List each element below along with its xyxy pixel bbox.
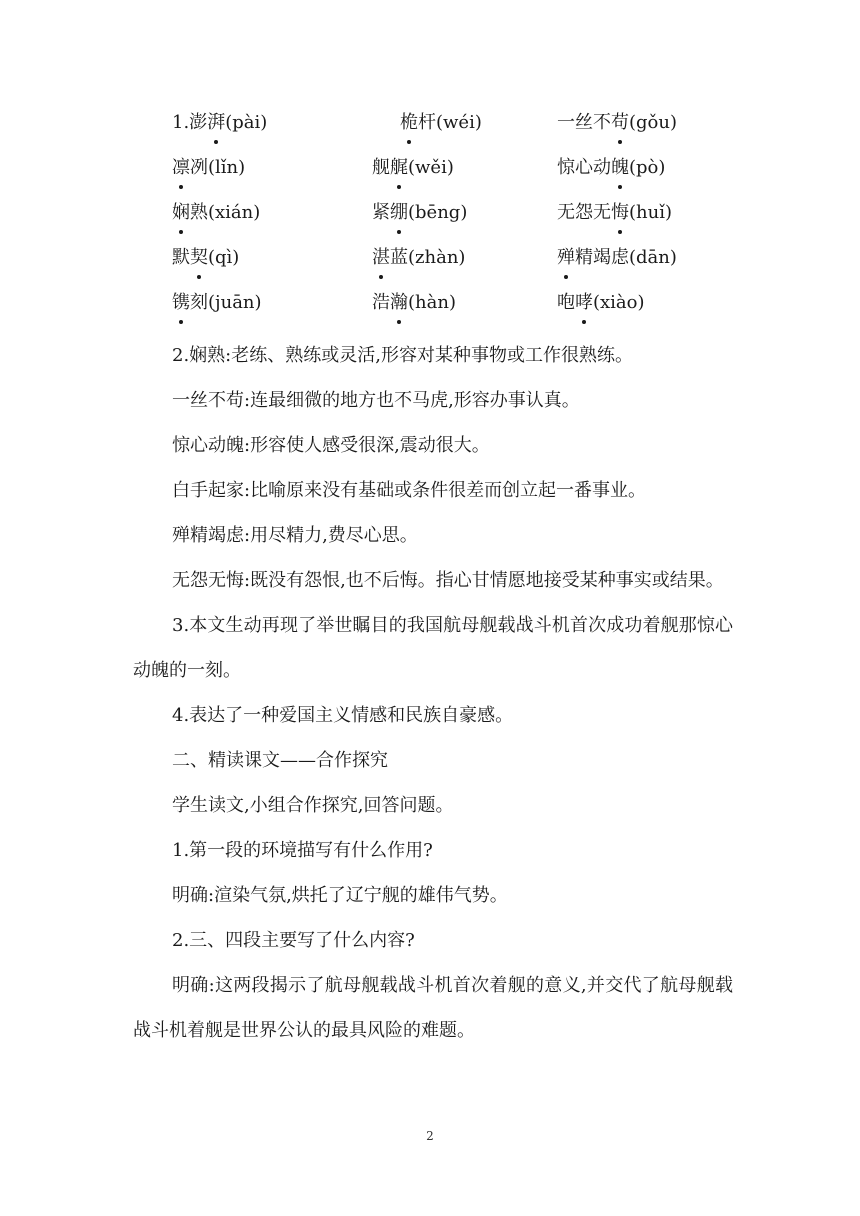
emphasis-dot-char: 桅 <box>400 108 418 138</box>
definition-paragraph: 殚精竭虑:用尽精力,费尽心思。 <box>172 525 418 546</box>
vocab-pinyin-grid <box>172 108 732 333</box>
emphasis-dot-char: 艉 <box>390 153 408 183</box>
emphasis-dot-char: 娴 <box>172 198 190 228</box>
vocab-row <box>172 198 732 243</box>
emphasis-dot-char: 瀚 <box>390 288 408 318</box>
vocab-item: 凛冽(lǐn) <box>172 153 245 183</box>
vocab-item: 无怨无悔(huǐ) <box>557 198 672 228</box>
vocab-item: 湛蓝(zhàn) <box>372 243 465 273</box>
vocab-item: 娴熟(xián) <box>172 198 260 228</box>
answer-paragraph: 明确:渲染气氛,烘托了辽宁舰的雄伟气势。 <box>172 885 508 906</box>
answer-paragraph: 明确:这两段揭示了航母舰载战斗机首次着舰的意义,并交代了航母舰载战斗机着舰是世界公认的最具风险的难题。 <box>133 975 733 1041</box>
vocab-item: 紧绷(bēng) <box>372 198 467 228</box>
vocab-item: 惊心动魄(pò) <box>557 153 665 183</box>
emphasis-dot-char: 湃 <box>207 108 225 138</box>
vocab-item: 殚精竭虑(dān) <box>557 243 677 273</box>
vocab-item: 一丝不苟(gǒu) <box>557 108 677 138</box>
vocab-item: 镌刻(juān) <box>172 288 262 318</box>
emphasis-dot-char: 凛 <box>172 153 190 183</box>
definition-paragraph: 一丝不苟:连最细微的地方也不马虎,形容办事认真。 <box>172 390 580 411</box>
vocab-item: 咆哮(xiào) <box>557 288 645 318</box>
vocab-item: 浩瀚(hàn) <box>372 288 456 318</box>
vocab-item: 1.澎湃(pài) <box>172 108 267 138</box>
vocab-row <box>172 243 732 288</box>
body-text <box>133 333 733 1053</box>
vocab-row <box>172 108 732 153</box>
emphasis-dot-char: 悔 <box>611 198 629 228</box>
emphasis-dot-char: 哮 <box>575 288 593 318</box>
vocab-item: 默契(qì) <box>172 243 239 273</box>
question-paragraph: 2.三、四段主要写了什么内容? <box>172 930 415 951</box>
question-paragraph: 1.第一段的环境描写有什么作用? <box>172 840 433 861</box>
definition-paragraph: 2.娴熟:老练、熟练或灵活,形容对某种事物或工作很熟练。 <box>172 345 633 366</box>
vocab-row <box>172 288 732 333</box>
emphasis-dot-char: 契 <box>190 243 208 273</box>
summary-paragraph: 4.表达了一种爱国主义情感和民族自豪感。 <box>172 705 514 726</box>
definition-paragraph: 惊心动魄:形容使人感受很深,震动很大。 <box>172 435 490 456</box>
definition-paragraph: 无怨无悔:既没有怨恨,也不后悔。指心甘情愿地接受某种事实或结果。 <box>172 570 724 591</box>
vocab-item: 舰艉(wěi) <box>372 153 454 183</box>
section-heading: 二、精读课文——合作探究 <box>172 750 388 771</box>
emphasis-dot-char: 魄 <box>611 153 629 183</box>
vocab-row <box>172 153 732 198</box>
emphasis-dot-char: 镌 <box>172 288 190 318</box>
emphasis-dot-char: 苟 <box>611 108 629 138</box>
instruction-paragraph: 学生读文,小组合作探究,回答问题。 <box>172 795 454 816</box>
definition-paragraph: 白手起家:比喻原来没有基础或条件很差而创立起一番事业。 <box>172 480 647 501</box>
emphasis-dot-char: 湛 <box>372 243 390 273</box>
emphasis-dot-char: 殚 <box>557 243 575 273</box>
emphasis-dot-char: 绷 <box>390 198 408 228</box>
summary-paragraph: 3.本文生动再现了举世瞩目的我国航母舰载战斗机首次成功着舰那惊心动魄的一刻。 <box>133 615 733 681</box>
page-number: 2 <box>426 1129 434 1143</box>
vocab-item: 桅杆(wéi) <box>400 108 482 138</box>
